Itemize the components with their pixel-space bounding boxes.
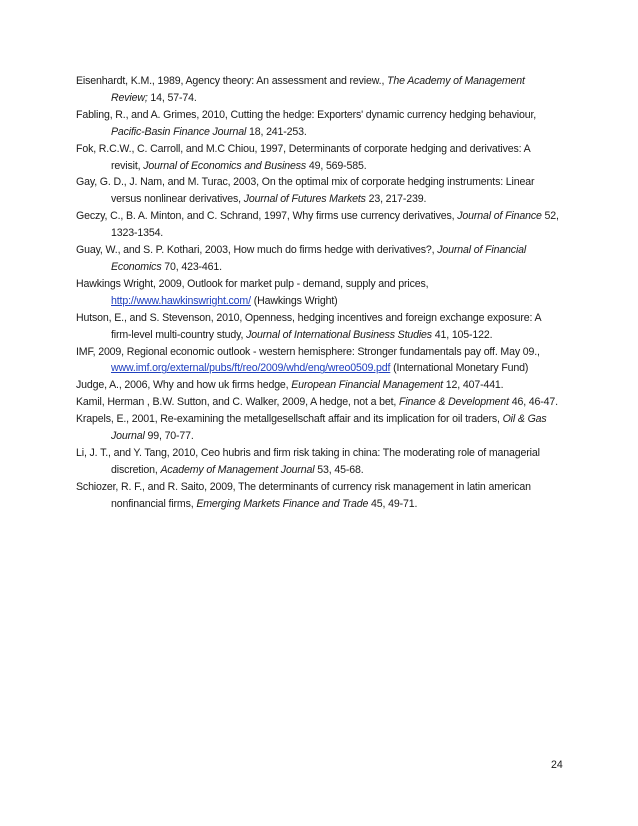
journal-title: Finance & Development xyxy=(399,396,509,409)
reference-text: 99, 70-77. xyxy=(144,430,194,443)
reference-entry xyxy=(76,377,562,394)
journal-title: Emerging Markets Finance and Trade xyxy=(196,497,369,510)
journal-title: Journal of Futures Markets xyxy=(243,193,366,206)
reference-text: 49, 569-585. xyxy=(306,159,367,172)
reference-text: 41, 105-122. xyxy=(431,328,493,341)
reference-text: Li, J. T., and Y. Tang, 2010, Ceo hubris and firm risk taking in china: The moderating role of managerial discretion, xyxy=(76,446,540,476)
reference-entry xyxy=(76,310,562,344)
reference-text: Hawkings Wright, 2009, Outlook for market pulp - demand, supply and prices, xyxy=(76,277,429,290)
reference-entry xyxy=(76,141,562,175)
reference-entry xyxy=(76,73,562,107)
reference-text: Krapels, E., 2001, Re-examining the metallgesellschaft affair and its implication for oil traders, xyxy=(76,413,503,426)
journal-title: Journal of International Business Studies xyxy=(246,328,432,341)
reference-text: Kamil, Herman , B.W. Sutton, and C. Walker, 2009, A hedge, not a bet, xyxy=(76,396,399,409)
reference-text: Schiozer, R. F., and R. Saito, 2009, The determinants of currency risk management in latin american nonfinancial firms, xyxy=(76,480,531,510)
reference-text: Guay, W., and S. P. Kothari, 2003, How much do firms hedge with derivatives?, xyxy=(76,244,438,257)
reference-entry xyxy=(76,208,562,242)
reference-text: Gay, G. D., J. Nam, and M. Turac, 2003, On the optimal mix of corporate hedging instruments: Linear versus nonlinear derivatives, xyxy=(76,176,535,206)
reference-text: Fok, R.C.W., C. Carroll, and M.C Chiou, 1997, Determinants of corporate hedging and derivatives: A revisit, xyxy=(76,142,531,172)
reference-text: 53, 45-68. xyxy=(314,463,364,476)
journal-title: European Financial Management xyxy=(291,379,443,392)
journal-title: Journal of Economics and Business xyxy=(143,159,307,172)
reference-text: 12, 407-441. xyxy=(442,379,504,392)
reference-entry xyxy=(76,394,562,411)
reference-entry xyxy=(76,276,562,310)
reference-text: (International Monetary Fund) xyxy=(390,362,529,375)
journal-title: Academy of Management Journal xyxy=(160,463,315,476)
reference-text: 18, 241-253. xyxy=(246,125,307,138)
reference-text: 23, 217-239. xyxy=(365,193,427,206)
reference-entry xyxy=(76,445,562,479)
reference-text: 45, 49-71. xyxy=(368,497,418,510)
reference-entry xyxy=(76,174,562,208)
reference-list xyxy=(76,73,562,513)
page-number: 24 xyxy=(551,759,563,771)
reference-text: Judge, A., 2006, Why and how uk firms hedge, xyxy=(76,379,292,392)
reference-text: IMF, 2009, Regional economic outlook - western hemisphere: Stronger fundamentals pay off. May 09., xyxy=(76,345,540,358)
reference-entry xyxy=(76,344,562,378)
journal-title: Oil & Gas Journal xyxy=(111,413,547,443)
journal-title: Journal of Financial Economics xyxy=(111,244,527,273)
reference-link[interactable]: http://www.hawkinswright.com/ xyxy=(111,294,251,307)
reference-text: Eisenhardt, K.M., 1989, Agency theory: An assessment and review., xyxy=(76,75,388,87)
journal-title: Pacific-Basin Finance Journal xyxy=(111,125,247,138)
reference-entry xyxy=(76,411,562,445)
reference-text: 70, 423-461. xyxy=(161,260,222,273)
reference-text: (Hawkings Wright) xyxy=(250,294,338,307)
reference-text: 46, 46-47. xyxy=(508,396,558,409)
reference-entry xyxy=(76,479,562,513)
reference-link[interactable]: www.imf.org/external/pubs/ft/reo/2009/whd/eng/wreo0509.pdf xyxy=(111,362,391,375)
reference-entry xyxy=(76,242,562,276)
journal-title: Journal of Finance xyxy=(457,210,542,223)
reference-text: 14, 57-74. xyxy=(147,91,197,104)
reference-entry xyxy=(76,107,562,141)
reference-text: Geczy, C., B. A. Minton, and C. Schrand, 1997, Why firms use currency derivatives, xyxy=(76,210,458,223)
reference-text: 52, 1323-1354. xyxy=(111,210,559,240)
journal-title: The Academy of Management Review; xyxy=(111,75,525,104)
reference-text: Fabling, R., and A. Grimes, 2010, Cutting the hedge: Exporters' dynamic currency hedging behaviour, xyxy=(76,108,537,121)
reference-text: Hutson, E., and S. Stevenson, 2010, Openness, hedging incentives and foreign exchange exposure: A firm-level multi-country study, xyxy=(76,311,541,341)
